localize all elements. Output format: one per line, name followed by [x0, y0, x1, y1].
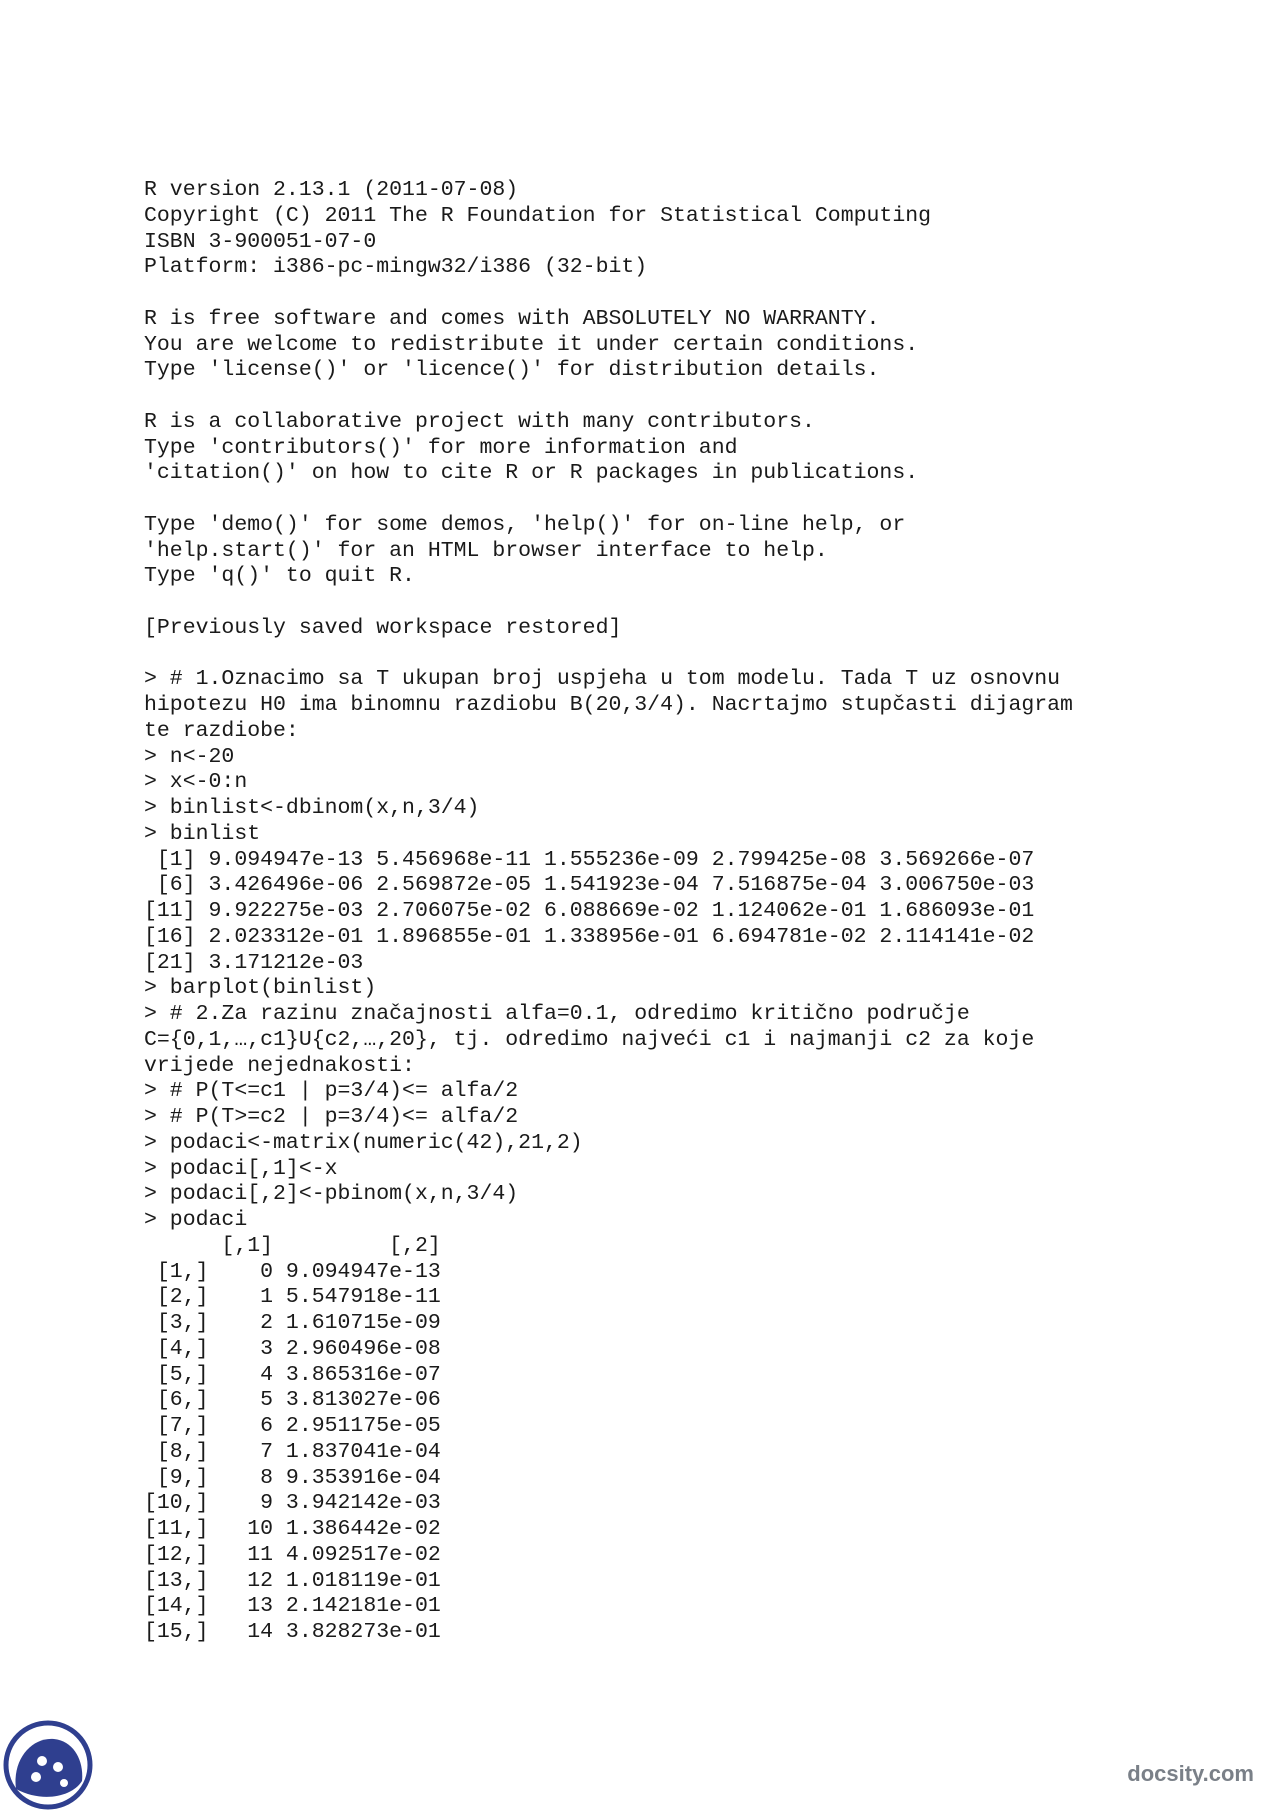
console-line: [4,] 3 2.960496e-08 [144, 1336, 441, 1361]
console-line [144, 590, 1254, 616]
console-line: 'help.start()' for an HTML browser interface to help. [144, 538, 828, 563]
console-line: [3,] 2 1.610715e-09 [144, 1311, 441, 1335]
console-line: Platform: i386-pc-mingw32/i386 (32-bit) [144, 255, 648, 280]
console-line: Copyright (C) 2011 The R Foundation for Statistical Computing [144, 203, 932, 228]
console-line: > # P(T>=c2 | p=3/4)<= alfa/2 [144, 1105, 519, 1129]
console-line: R is a collaborative project with many contributors. [144, 409, 815, 434]
console-line: R version 2.13.1 (2011-07-08) [144, 178, 519, 202]
console-line: [2,] 1 5.547918e-11 [144, 1285, 441, 1310]
console-line: vrijede nejednakosti: [144, 1053, 415, 1078]
console-line: [21] 3.171212e-03 [144, 950, 364, 975]
console-line: Type 'q()' to quit R. [144, 564, 415, 589]
console-line: > # 1.Oznacimo sa T ukupan broj uspjeha u tom modelu. Tada T uz osnovnu [144, 667, 1061, 692]
console-line: ISBN 3-900051-07-0 [144, 229, 377, 254]
console-line: > binlist<-dbinom(x,n,3/4) [144, 796, 480, 820]
console-line: [5,] 4 3.865316e-07 [144, 1362, 441, 1387]
console-line: te razdiobe: [144, 718, 299, 743]
console-line [144, 281, 1254, 307]
console-line: Type 'contributors()' for more information and [144, 435, 738, 460]
console-line: [9,] 8 9.353916e-04 [144, 1465, 441, 1490]
console-line [144, 487, 1254, 513]
console-line: > podaci [144, 1208, 248, 1232]
console-line: > podaci[,1]<-x [144, 1156, 338, 1181]
console-line [144, 384, 1254, 410]
console-line: Type 'demo()' for some demos, 'help()' for on-line help, or [144, 512, 906, 537]
console-line: Type 'license()' or 'licence()' for distribution details. [144, 358, 880, 383]
console-line: > n<-20 [144, 744, 235, 769]
console-line: [14,] 13 2.142181e-01 [144, 1594, 441, 1619]
console-line: [11] 9.922275e-03 2.706075e-02 6.088669e-02 1.124062e-01 1.686093e-01 [144, 899, 1035, 923]
console-line: [13,] 12 1.018119e-01 [144, 1568, 441, 1593]
console-line: [12,] 11 4.092517e-02 [144, 1542, 441, 1567]
docsity-brand-text[interactable]: docsity.com [1127, 1761, 1254, 1786]
console-line: > barplot(binlist) [144, 976, 377, 1001]
console-line: > podaci[,2]<-pbinom(x,n,3/4) [144, 1182, 519, 1207]
console-line: hipotezu H0 ima binomnu razdiobu B(20,3/4). Nacrtajmo stupčasti dijagram [144, 693, 1073, 717]
console-line: [,1] [,2] [144, 1233, 441, 1258]
console-line: [6,] 5 3.813027e-06 [144, 1388, 441, 1413]
console-line: C={0,1,…,c1}U{c2,…,20}, tj. odredimo najveći c1 i najmanji c2 za koje [144, 1027, 1035, 1052]
r-console-transcript [144, 178, 1254, 1646]
console-line: [10,] 9 3.942142e-03 [144, 1491, 441, 1516]
console-line: 'citation()' on how to cite R or R packages in publications. [144, 461, 919, 486]
console-line: > binlist [144, 821, 261, 846]
console-line: [11,] 10 1.386442e-02 [144, 1517, 441, 1541]
console-line: > # 2.Za razinu značajnosti alfa=0.1, odredimo kritično područje [144, 1002, 970, 1026]
console-line: [1] 9.094947e-13 5.456968e-11 1.555236e-09 2.799425e-08 3.569266e-07 [144, 847, 1035, 872]
console-line: [1,] 0 9.094947e-13 [144, 1259, 441, 1284]
console-line: > podaci<-matrix(numeric(42),21,2) [144, 1130, 583, 1155]
console-line: [Previously saved workspace restored] [144, 615, 622, 640]
console-line: [6] 3.426496e-06 2.569872e-05 1.541923e-04 7.516875e-04 3.006750e-03 [144, 873, 1035, 898]
console-line: > x<-0:n [144, 770, 248, 795]
console-line: [15,] 14 3.828273e-01 [144, 1620, 441, 1644]
console-line: [8,] 7 1.837041e-04 [144, 1439, 441, 1464]
console-line: > # P(T<=c1 | p=3/4)<= alfa/2 [144, 1079, 519, 1104]
console-line: [7,] 6 2.951175e-05 [144, 1414, 441, 1438]
console-line: [16] 2.023312e-01 1.896855e-01 1.338956e-01 6.694781e-02 2.114141e-02 [144, 924, 1035, 949]
console-line: R is free software and comes with ABSOLUTELY NO WARRANTY. [144, 306, 880, 331]
console-line: You are welcome to redistribute it under certain conditions. [144, 332, 919, 357]
docsity-logo-icon[interactable] [2, 1719, 94, 1811]
console-line [144, 642, 1254, 668]
